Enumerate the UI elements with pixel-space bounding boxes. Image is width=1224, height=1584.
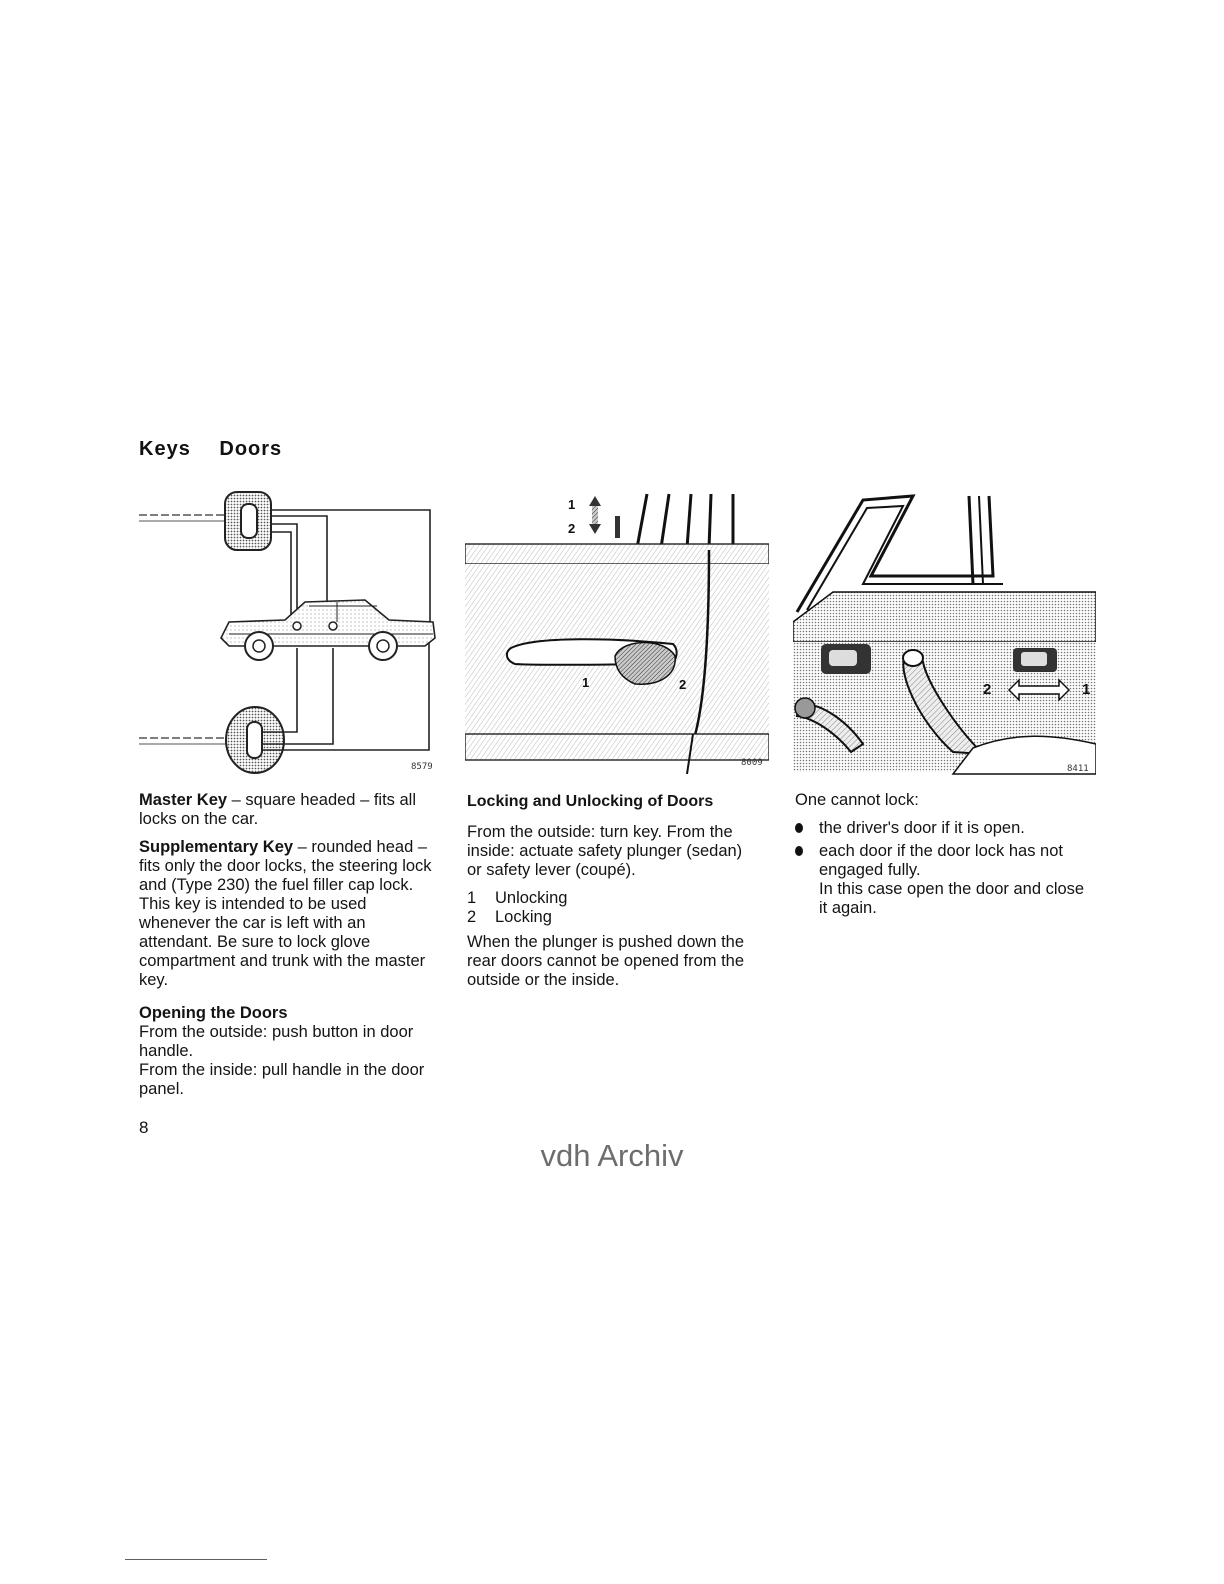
door-handle-illustration xyxy=(465,488,769,774)
key-lock-diagram xyxy=(137,488,439,774)
header-keys: Keys xyxy=(139,438,191,460)
plunger-label-2: 2 xyxy=(568,521,576,536)
header-doors: Doors xyxy=(219,438,283,460)
master-key-text: – square headed – fits all locks on the car. xyxy=(139,791,417,828)
lever-label-1: 1 xyxy=(1082,681,1091,698)
figure-number: 8009 xyxy=(741,758,763,768)
lever-label-2: 2 xyxy=(983,681,992,698)
supplementary-key-text: – rounded head – fits only the door locks, the steering lock and (Type 230) the fuel filler cap lock. This key is intended to be used whenever the car is left with an attendant. Be sure to lock glove compartment and trunk with the master key. xyxy=(139,838,432,989)
handle-callout-2: 2 xyxy=(679,677,687,692)
opening-outside-text: From the outside: push button in door handle. xyxy=(139,1023,414,1060)
locking-paragraph: From the outside: turn key. From the inside: actuate safety plunger (sedan) or safety lever (coupé). xyxy=(467,823,743,879)
figure-number: 8579 xyxy=(411,762,433,772)
list-item: 1 Unlocking xyxy=(467,889,568,907)
list-item: the driver's door if it is open. xyxy=(795,819,1085,838)
opening-inside-text: From the inside: pull handle in the door panel. xyxy=(139,1061,425,1098)
list-item: each door if the door lock has not engaged fully. In this case open the door and close it again. xyxy=(795,842,1085,918)
supplementary-key-label: Supplementary Key xyxy=(139,838,294,856)
list-item: 2 Locking xyxy=(467,908,552,926)
page-header xyxy=(139,438,304,461)
plunger-paragraph: When the plunger is pushed down the rear doors cannot be opened from the outside or the inside. xyxy=(467,933,745,989)
bullet-icon xyxy=(795,842,819,918)
interior-door-panel-illustration xyxy=(793,492,1096,775)
cannot-lock-intro: One cannot lock: xyxy=(795,791,919,809)
opening-doors-heading: Opening the Doors xyxy=(139,1004,288,1022)
locking-list xyxy=(467,889,759,927)
master-key-label: Master Key xyxy=(139,791,228,809)
watermark: vdh Archiv xyxy=(540,1138,684,1173)
plunger-label-1: 1 xyxy=(568,497,576,512)
bullet-icon xyxy=(795,819,819,838)
master-key-paragraph xyxy=(139,791,442,829)
footnote-rule xyxy=(125,1559,267,1560)
handle-callout-1: 1 xyxy=(582,675,590,690)
column-cannot-lock xyxy=(795,791,1085,922)
figure-number: 8411 xyxy=(1067,764,1089,774)
supplementary-key-paragraph xyxy=(139,838,442,990)
column-locking xyxy=(467,792,759,999)
page-number: 8 xyxy=(139,1118,149,1137)
locking-heading: Locking and Unlocking of Doors xyxy=(467,793,714,810)
column-keys xyxy=(139,791,442,1099)
